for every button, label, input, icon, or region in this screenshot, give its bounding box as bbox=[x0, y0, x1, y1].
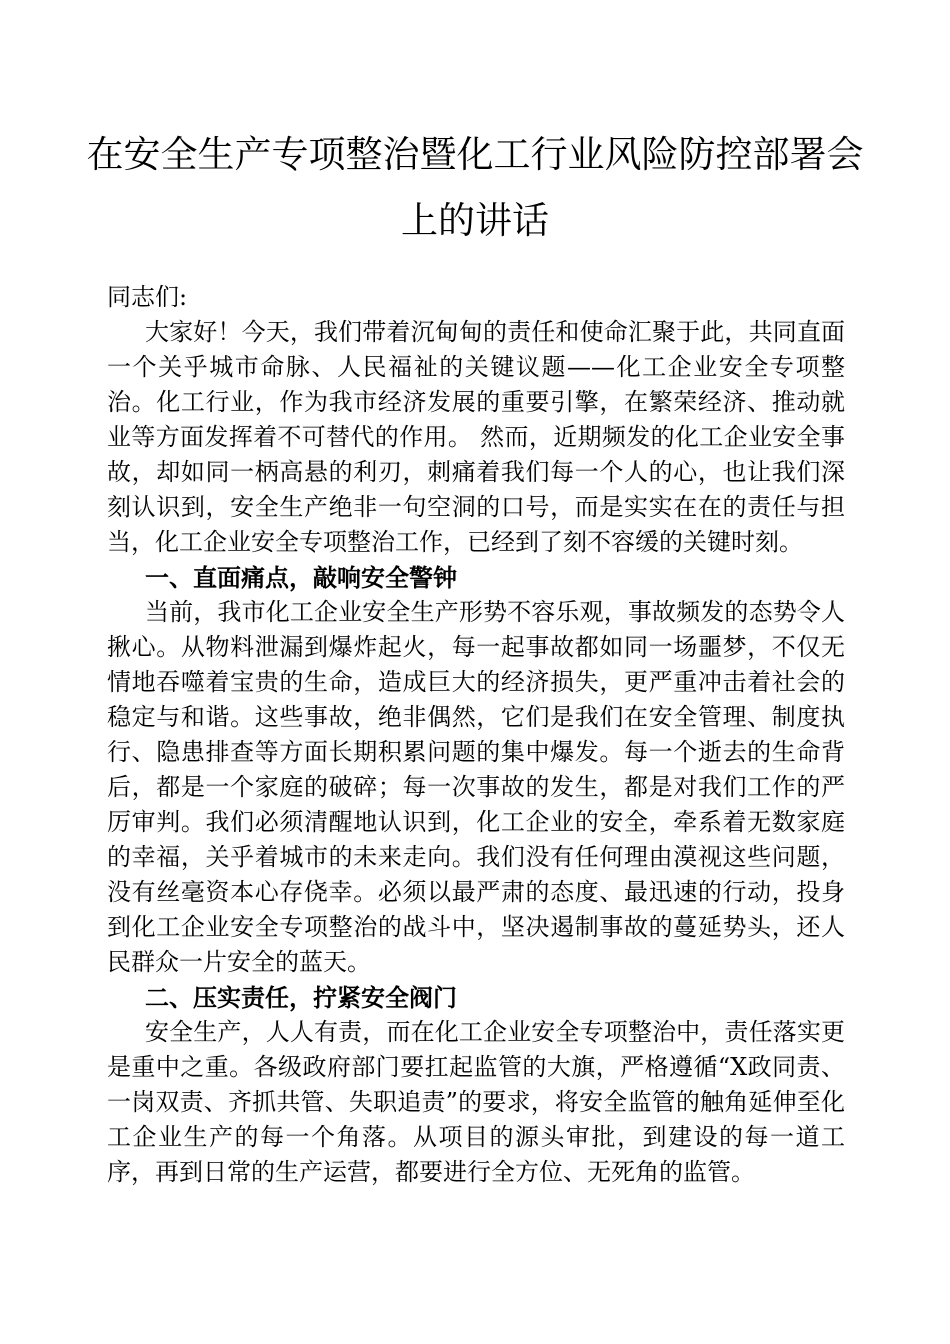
section-2-heading: 二、压实责任，拧紧安全阀门 bbox=[145, 983, 457, 1012]
document-body bbox=[107, 280, 845, 1190]
salutation: 同志们: bbox=[107, 283, 188, 311]
document-title-line-1: 在安全生产专项整治暨化工行业风险防控部署会 bbox=[86, 133, 864, 176]
section-2-paragraph: 安全生产，人人有责，而在化工企业安全专项整治中，责任落实更是重中之重。各级政府部门要扛起监管的大旗，严格遵循“X政同责、一岗双责、齐抓共管、失职追责”的要求，将安全监管的触角延伸至化工企业生产的每一个角落。从项目的源头审批，到建设的每一道工序，再到日常的生产运营，都要进行全方位、无死角的监管。 bbox=[107, 1018, 845, 1186]
intro-paragraph: 大家好！今天，我们带着沉甸甸的责任和使命汇聚于此，共同直面一个关乎城市命脉、人民福祉的关键议题——化工企业安全专项整治。化工行业，作为我市经济发展的重要引擎，在繁荣经济、推动就业等方面发挥着不可替代的作用。 然而，近期频发的化工企业安全事故，却如同一柄高悬的利刃，刺痛着我们每一个人的心，也让我们深刻认识到，安全生产绝非一句空洞的口号，而是实实在在的责任与担当，化工企业安全专项整治工作，已经到了刻不容缓的关键时刻。 bbox=[107, 318, 845, 556]
section-1-heading: 一、直面痛点，敲响安全警钟 bbox=[145, 563, 457, 592]
document-title-line-2: 上的讲话 bbox=[401, 199, 549, 242]
section-1-paragraph: 当前，我市化工企业安全生产形势不容乐观，事故频发的态势令人揪心。从物料泄漏到爆炸起火，每一起事故都如同一场噩梦，不仅无情地吞噬着宝贵的生命，造成巨大的经济损失，更严重冲击着社会的稳定与和谐。这些事故，绝非偶然，它们是我们在安全管理、制度执行、隐患排查等方面长期积累问题的集中爆发。每一个逝去的生命背后，都是一个家庭的破碎；每一次事故的发生，都是对我们工作的严厉审判。我们必须清醒地认识到，化工企业的安全，牵系着无数家庭的幸福，关乎着城市的未来走向。我们没有任何理由漠视这些问题，没有丝毫资本心存侥幸。必须以最严肃的态度、最迅速的行动，投身到化工企业安全专项整治的战斗中，坚决遏制事故的蔓延势头，还人民群众一片安全的蓝天。 bbox=[107, 598, 845, 976]
